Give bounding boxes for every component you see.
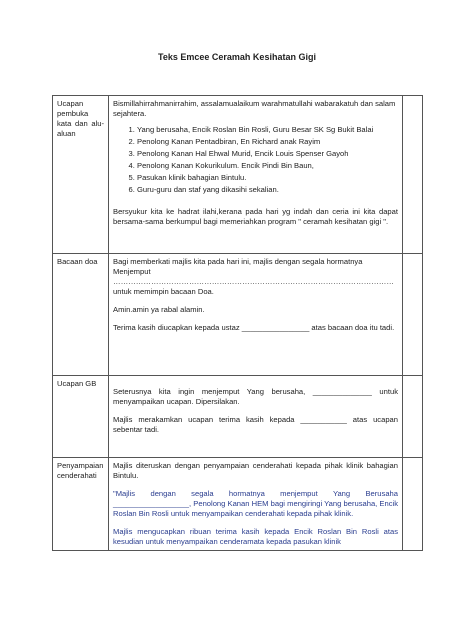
opening-greeting: Bismillahirrahmanirrahim, assalamualaikum warahmatullahi wabarakatuh dan salam sejahtera. (113, 99, 396, 118)
paragraph: Terima kasih diucapkan kepada ustaz ________________ atas bacaan doa itu tadi. (113, 323, 395, 332)
empty-cell (403, 376, 423, 458)
empty-cell (403, 254, 423, 376)
paragraph: …………………………………………………………………………………………………untuk memimpin bacaan Doa. (113, 277, 394, 296)
paragraph: Majlis diteruskan dengan penyampaian cenderahati kepada pihak klinik bahagian Bintulu. (113, 461, 398, 480)
paragraph: Bagi memberkati majlis kita pada hari ini, majlis dengan segala hormatnya Menjemput (113, 257, 363, 276)
list-item: 6. Guru-guru dan staf yang dikasihi sekalian. (137, 185, 398, 195)
row-content (109, 96, 403, 254)
paragraph: Majlis mengucapkan ribuan terima kasih kepada Encik Roslan Bin Rosli atas kesudian untuk menyampaikan cenderamata kepada pasukan klinik (113, 527, 398, 546)
row-content (109, 254, 403, 376)
opening-closing-text: Bersyukur kita ke hadrat ilahi,kerana pada hari yg indah dan ceria ini kita dapat bersama-sama berkumpul bagi memeriahkan program " ceramah kesihatan gigi ". (113, 207, 398, 226)
emcee-script-table (52, 95, 423, 551)
table-row (53, 96, 423, 254)
list-item: 2. Penolong Kanan Pentadbiran, En Richard anak Rayim (137, 137, 398, 147)
table-row (53, 458, 423, 551)
list-item: 5. Pasukan klinik bahagian Bintulu. (137, 173, 398, 183)
row-label: Penyampaian cenderahati (53, 458, 109, 551)
list-item: 1. Yang berusaha, Encik Roslan Bin Rosli, Guru Besar SK Sg Bukit Balai (137, 125, 398, 135)
paragraph: Amin.amin ya rabal alamin. (113, 305, 205, 314)
paragraph: Seterusnya kita ingin menjemput Yang berusaha, ______________ untuk menyampaikan ucapan. Dipersilakan. (113, 387, 398, 406)
row-label: Ucapan GB (53, 376, 109, 458)
row-content (109, 458, 403, 551)
row-content (109, 376, 403, 458)
paragraph: "Majlis dengan segala hormatnya menjemput Yang Berusaha __________________, Penolong Kanan HEM bagi mengiringi Yang berusaha, Encik Roslan Bin Rosli untuk menyampaikan cenderahati kepada pihak klinik. (113, 489, 398, 518)
list-item: 4. Penolong Kanan Kokurikulum. Encik Pindi Bin Baun, (137, 161, 398, 171)
table-row (53, 254, 423, 376)
guest-list (113, 125, 398, 195)
empty-cell (403, 96, 423, 254)
row-label: Ucapan pembuka kata dan alu-aluan (53, 96, 109, 254)
document-title: Teks Emcee Ceramah Kesihatan Gigi (158, 52, 316, 62)
paragraph: Majlis merakamkan ucapan terima kasih kepada ___________ atas ucapan sebentar tadi. (113, 415, 398, 434)
table-row (53, 376, 423, 458)
row-label: Bacaan doa (53, 254, 109, 376)
list-item: 3. Penolong Kanan Hal Ehwal Murid, Encik Louis Spenser Gayoh (137, 149, 398, 159)
empty-cell (403, 458, 423, 551)
